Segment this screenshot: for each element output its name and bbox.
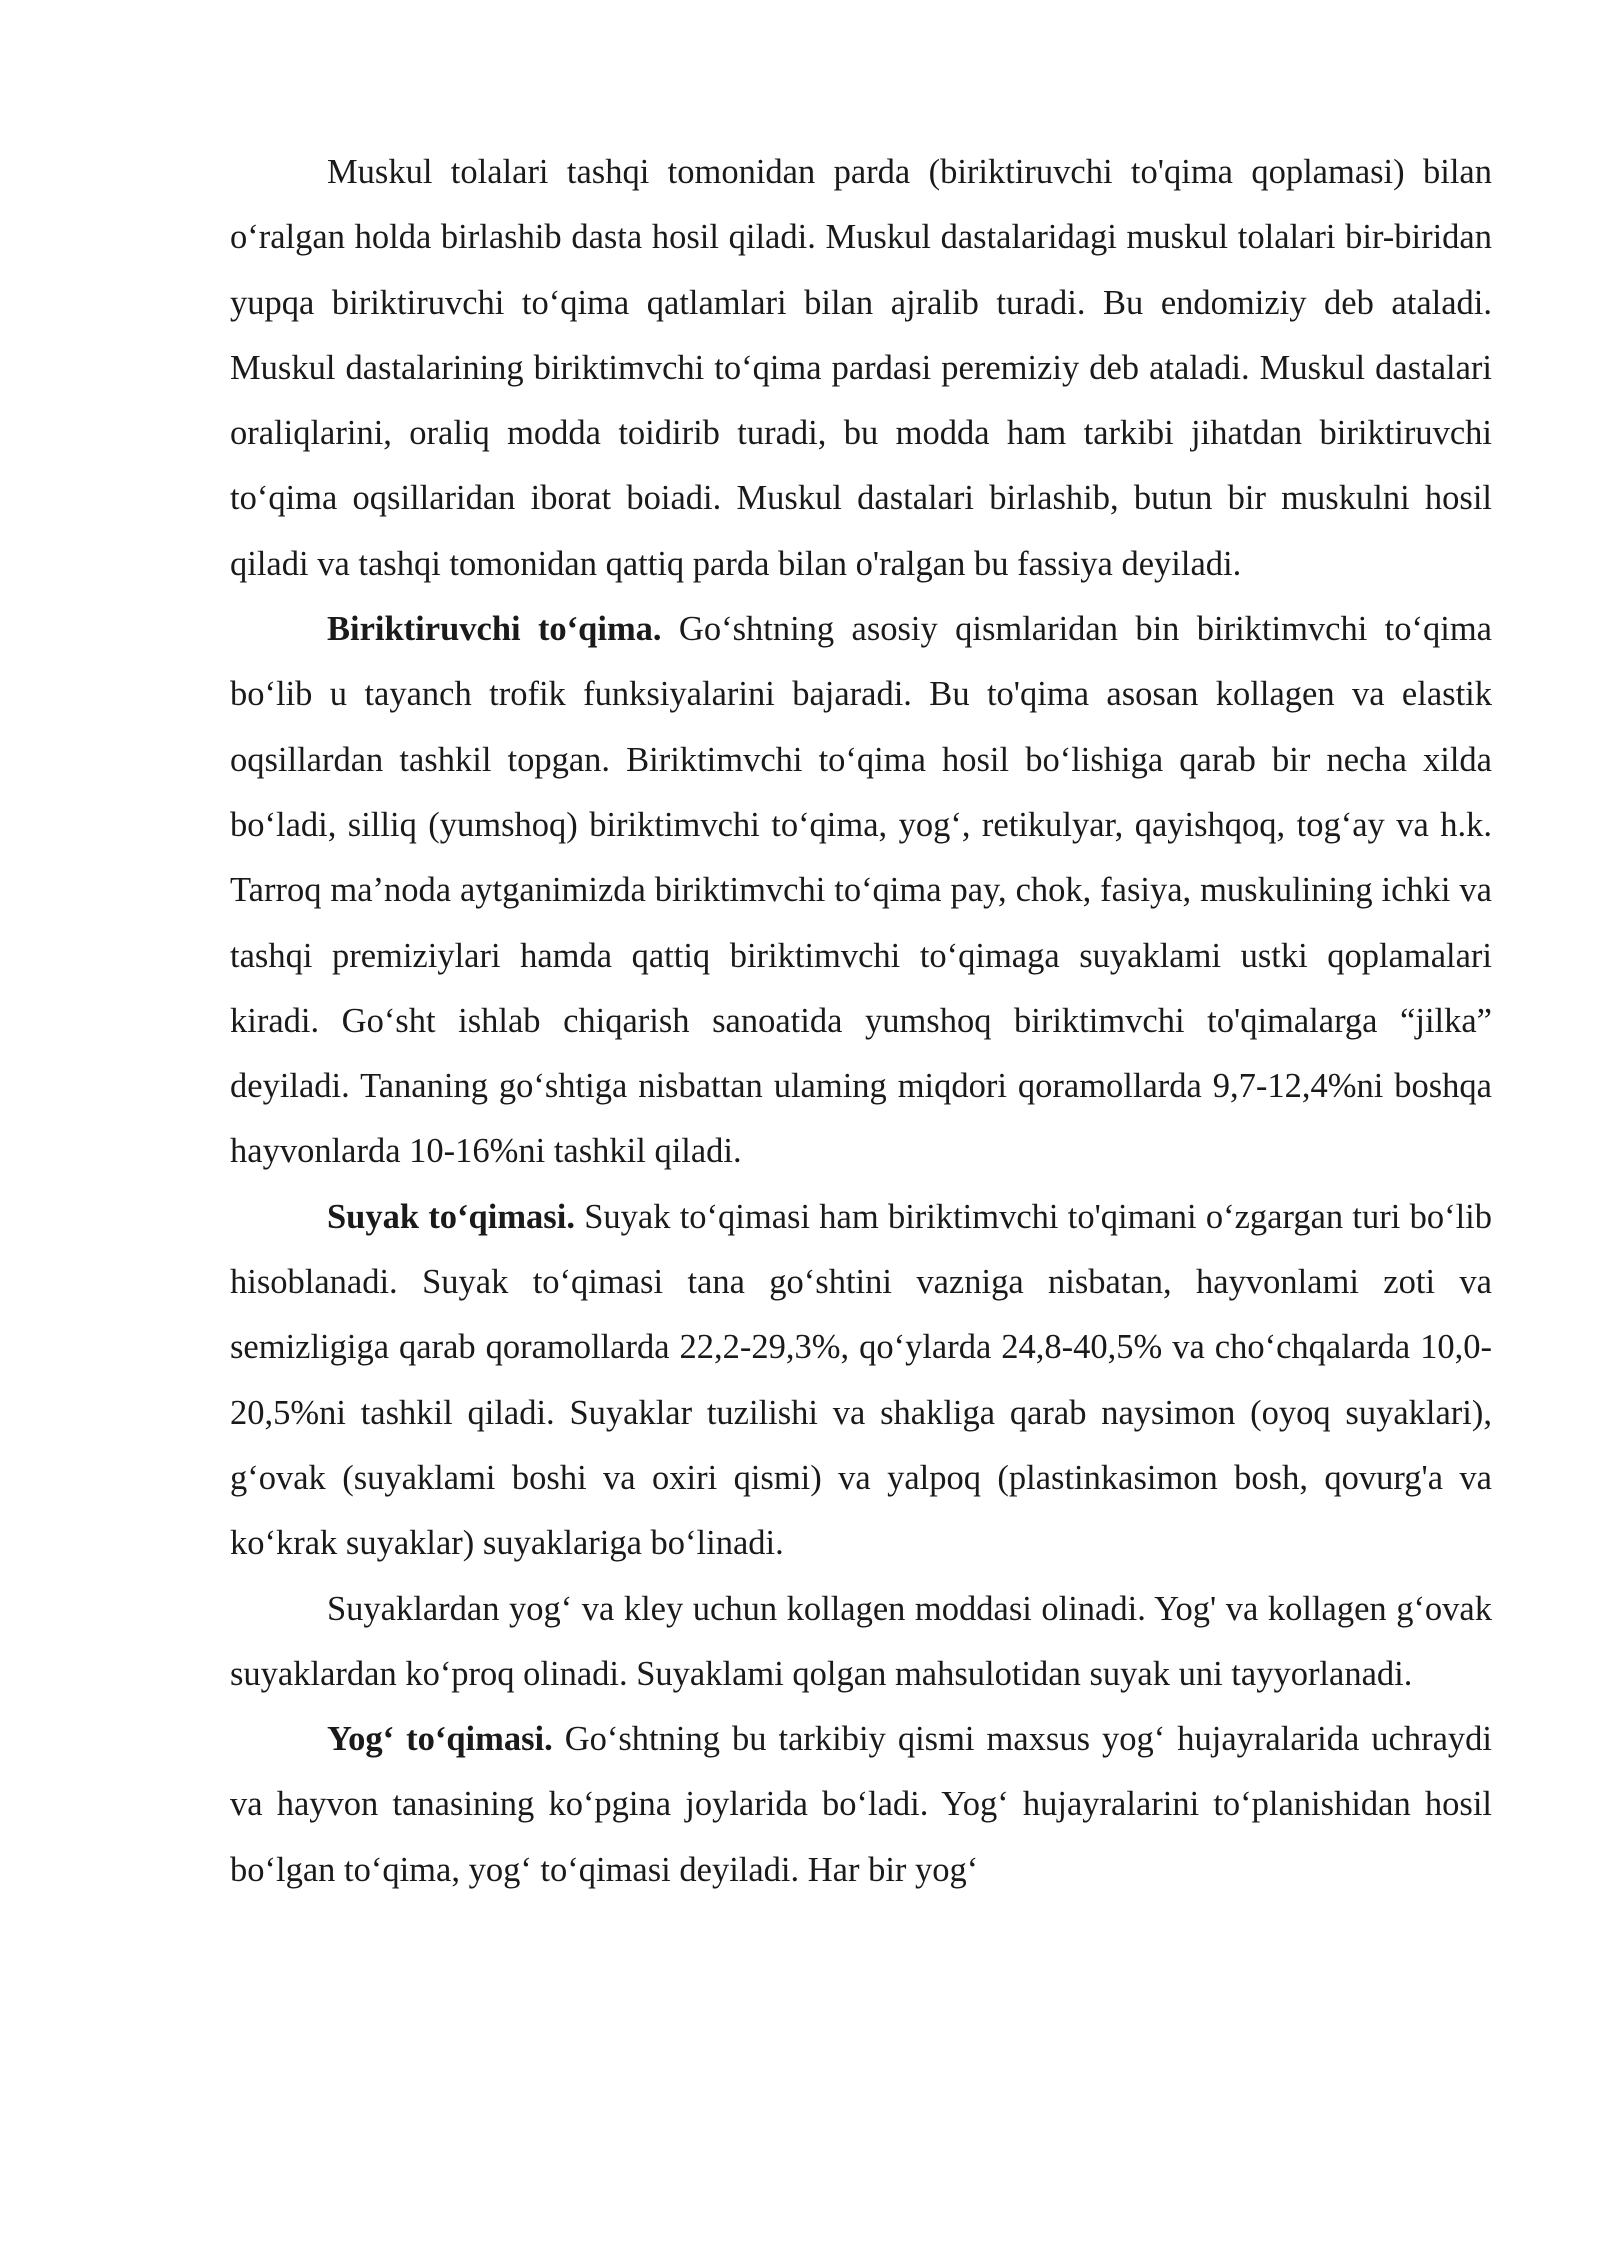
paragraph-fat-tissue [230, 1707, 1492, 1903]
paragraph-bone-products [230, 1577, 1492, 1708]
paragraph-text: Muskul tolalari tashqi tomonidan parda (biriktiruvchi to'qima qoplamasi) bilan o‘ralgan holda birlashib dasta hosil qiladi. Muskul dastalaridagi muskul tolalari bir-biridan yupqa biriktiruvchi to‘qima qatlamlari bilan ajralib turadi. Bu endomiziy deb ataladi. Muskul dastalarining biriktimvchi to‘qima pardasi peremiziy deb ataladi. Muskul dastalari oraliqlarini, oraliq modda toidirib turadi, bu modda ham tarkibi jihatdan biriktiruvchi to‘qima oqsillaridan iborat boiadi. Muskul dastalari birlashib, butun bir muskulni hosil qiladi va tashqi tomonidan qattiq parda bilan o'ralgan bu fassiya deyiladi. [230, 153, 1492, 583]
paragraph-connective-tissue [230, 597, 1492, 1185]
document-page [230, 140, 1492, 1903]
paragraph-text: Go‘shtning asosiy qismlaridan bin biriktimvchi to‘qima bo‘lib u tayanch trofik funksiyalarini bajaradi. Bu to'qima asosan kollagen va elastik oqsillardan tashkil topgan. Biriktimvchi to‘qima hosil bo‘lishiga qarab bir necha xilda bo‘ladi, silliq (yumshoq) biriktimvchi to‘qima, yog‘, retikulyar, qayishqoq, tog‘ay va h.k. Tarroq ma’noda aytganimizda biriktimvchi to‘qima pay, chok, fasiya, muskulining ichki va tashqi premiziylari hamda qattiq biriktimvchi to‘qimaga suyaklami ustki qoplamalari kiradi. Go‘sht ishlab chiqarish sanoatida yumshoq biriktimvchi to'qimalarga “jilka” deyiladi. Tananing go‘shtiga nisbattan ulaming miqdori qoramollarda 9,7-12,4%ni boshqa hayvonlarda 10-16%ni tashkil qiladi. [230, 610, 1492, 1171]
paragraph-heading: Suyak to‘qimasi. [327, 1197, 575, 1236]
paragraph-text: Suyak to‘qimasi ham biriktimvchi to'qimani o‘zgargan turi bo‘lib hisoblanadi. Suyak to‘qimasi tana go‘shtini vazniga nisbatan, hayvonlami zoti va semizligiga qarab qoramollarda 22,2-29,3%, qo‘ylarda 24,8-40,5% va cho‘chqalarda 10,0-20,5%ni tashkil qiladi. Suyaklar tuzilishi va shakliga qarab naysimon (oyoq suyaklari), g‘ovak (suyaklami boshi va oxiri qismi) va yalpoq (plastinkasimon bosh, qovurg'a va ko‘krak suyaklar) suyaklariga bo‘linadi. [230, 1197, 1493, 1563]
paragraph-text: Go‘shtning bu tarkibiy qismi maxsus yog‘ hujayralarida uchraydi va hayvon tanasining ko‘pgina joylarida bo‘ladi. Yog‘ hujayralarini to‘planishidan hosil bo‘lgan to‘qima, yog‘ to‘qimasi deyiladi. Har bir yog‘ [230, 1720, 1492, 1889]
paragraph-heading: Yog‘ to‘qimasi. [327, 1720, 553, 1759]
paragraph-heading: Biriktiruvchi to‘qima. [327, 610, 662, 649]
paragraph-text: Suyaklardan yog‘ va kley uchun kollagen moddasi olinadi. Yog' va kollagen g‘ovak suyaklardan ko‘proq olinadi. Suyaklami qolgan mahsulotidan suyak uni tayyorlanadi. [230, 1589, 1492, 1693]
paragraph-bone-tissue [230, 1185, 1492, 1577]
paragraph-muscle-fibers [230, 140, 1492, 597]
